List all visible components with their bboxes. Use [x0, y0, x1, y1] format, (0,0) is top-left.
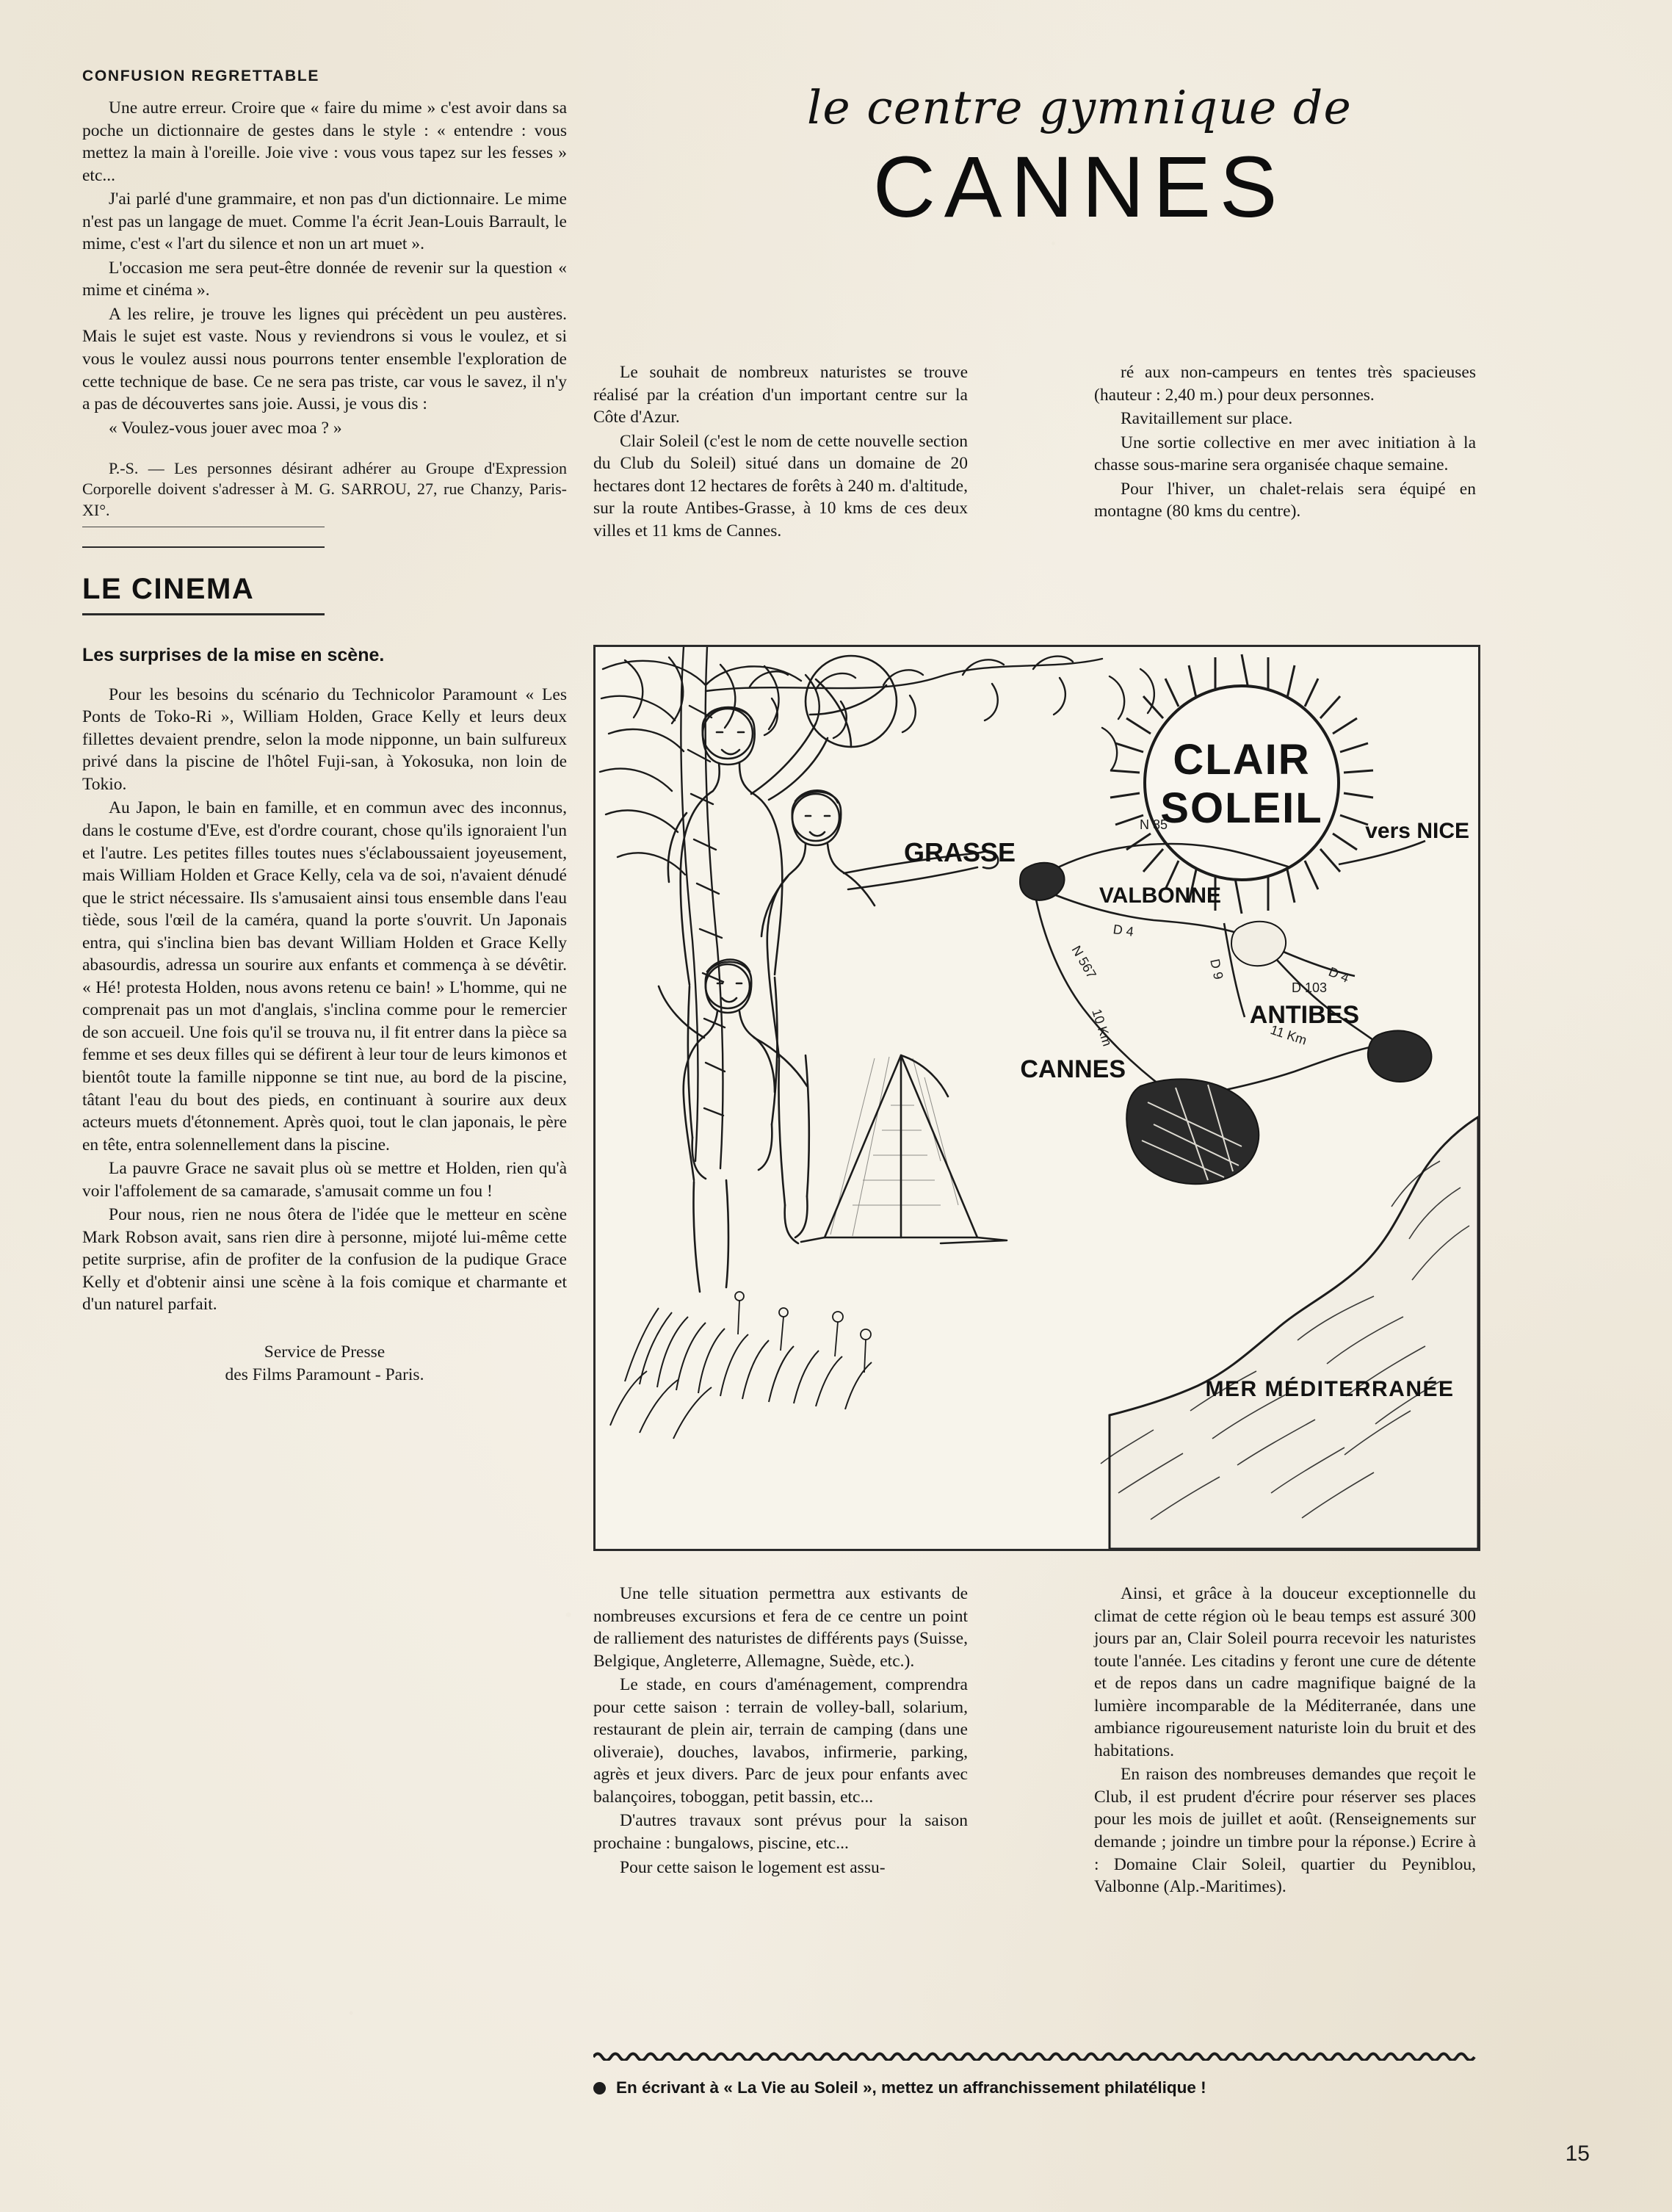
paragraph: Une sortie collective en mer avec initiation à la chasse sous-marine sera organisée chaque semaine.: [1094, 433, 1476, 475]
paragraph: ré aux non-campeurs en tentes très spacieuses (hauteur : 2,40 m.) pour deux personnes.: [1094, 363, 1476, 405]
article-column-middle-bottom: [593, 1583, 968, 1880]
article-masthead: [646, 81, 1513, 237]
postscript: P.-S. — Les personnes désirant adhérer au Groupe d'Expression Corporelle doivent s'adresser à M. G. SARROU, 27, rue Chanzy, Paris-XI°.: [82, 459, 567, 519]
road-d4b: D 4: [1326, 964, 1351, 986]
article-column-right-top: [1094, 361, 1476, 524]
distance-10km: 10 Km: [1089, 1007, 1115, 1048]
paragraph-quote: « Voulez-vous jouer avec moa ? »: [109, 418, 342, 438]
paragraph: Pour l'hiver, un chalet-relais sera équipé en montagne (80 kms du centre).: [1094, 479, 1476, 521]
left-column: [82, 68, 567, 1387]
label-antibes: ANTIBES: [1249, 1001, 1359, 1029]
signoff-line-1: Service de Presse: [264, 1342, 386, 1362]
bullet-icon: [593, 2082, 606, 2094]
signoff-line-2: des Films Paramount - Paris.: [225, 1365, 424, 1384]
masthead-script-line: le centre gymnique de: [806, 81, 1352, 134]
logo-line-1: CLAIR: [1173, 736, 1311, 784]
footer-note: [593, 2078, 1482, 2097]
kicker-heading: CONFUSION REGRETTABLE: [82, 68, 320, 84]
paragraph: L'occasion me sera peut-être donnée de revenir sur la question « mime et cinéma ».: [82, 258, 567, 300]
section-subhead: Les surprises de la mise en scène.: [82, 644, 385, 665]
distance-11km: 11 Km: [1268, 1022, 1309, 1048]
paragraph: La pauvre Grace ne savait plus où se mettre et Holden, rien qu'à voir l'affolement de sa camarade, s'amusait comme un fou !: [82, 1159, 567, 1201]
paragraph: Ravitaillement sur place.: [1121, 409, 1293, 429]
footer-note-text: En écrivant à « La Vie au Soleil », mettez un affranchissement philatélique !: [616, 2078, 1206, 2097]
paragraph: Pour cette saison le logement est assu-: [620, 1857, 886, 1877]
road-n567: N 567: [1068, 943, 1099, 981]
paragraph: Pour les besoins du scénario du Technicolor Paramount « Les Ponts de Toko-Ri », William Holden, Grace Kelly et leurs deux fillettes devaient prendre, selon la mode nipponne, un bain sulfureux privé dans la piscine de l'hôtel Fuji-san, à Yokosuka, non loin de Tokio.: [82, 684, 567, 794]
wavy-divider: [593, 2049, 1478, 2061]
label-grasse: GRASSE: [903, 837, 1016, 867]
logo-line-2: SOLEIL: [1160, 784, 1323, 832]
illustration-drawing: [596, 647, 1478, 1549]
paragraph: J'ai parlé d'une grammaire, et non pas d'un dictionnaire. Le mime n'est pas un langage de muet. Comme l'a écrit Jean-Louis Barrault, le mime, c'est « l'art du silence et non un art muet ».: [82, 189, 567, 254]
paragraph: Clair Soleil (c'est le nom de cette nouvelle section du Club du Soleil) situé dans un domaine de 20 hectares dont 12 hectares de forêts à 240 m. d'altitude, sur la route Antibes-Grasse, à 10 kms de ces deux villes et 11 kms de Cannes.: [593, 431, 968, 541]
label-sea: MER MÉDITERRANÉE: [1205, 1377, 1455, 1401]
road-d103: D 103: [1291, 980, 1328, 995]
page-number: 15: [1565, 2141, 1590, 2166]
paragraph: D'autres travaux sont prévus pour la saison prochaine : bungalows, piscine, etc...: [593, 1811, 968, 1854]
paragraph: Une autre erreur. Croire que « faire du mime » c'est avoir dans sa poche un dictionnaire de gestes dans le style : « entendre : vous mettez la main à l'oreille. Joie vive : vous vous tapez sur les fesses » etc...: [82, 98, 567, 185]
paragraph: Ainsi, et grâce à la douceur exceptionnelle du climat de cette région où le beau temps est assuré 300 jours par an, Clair Soleil pourra recevoir les naturistes toute l'année. Les citadins y feront une cure de détente et de repos dans un cadre magnifique baigné de la lumière incomparable de la Méditerranée, dans une ambiance rigoureusement naturiste loin du bruit et des habitations.: [1094, 1584, 1476, 1760]
paragraph: A les relire, je trouve les lignes qui précèdent un peu austères. Mais le sujet est vaste. Nous y reviendrons si vous le voulez, et si vous le voulez aussi nous pourrons tenter ensemble l'exploration de cette technique de base. Ce ne sera pas triste, car vous le savez, il n'y a pas de découvertes sans joie. Aussi, je vous dis :: [82, 304, 567, 414]
road-d4: D 4: [1112, 922, 1135, 939]
section-title-cinema: LE CINEMA: [82, 572, 255, 605]
article-column-middle-top: [593, 361, 968, 543]
page-title: CANNES: [872, 139, 1286, 236]
divider: [82, 546, 325, 548]
paragraph: En raison des nombreuses demandes que reçoit le Club, il est prudent d'écrire pour réserver ses places pour les mois de juillet et août. (Renseignements sur demande ; joindre un timbre pour la réponse.) Ecrire à : Domaine Clair Soleil, quartier du Peyniblou, Valbonne (Alp.-Maritimes).: [1094, 1765, 1476, 1897]
paragraph: Le stade, en cours d'aménagement, comprendra pour cette saison : terrain de volley-ball, solarium, restaurant de plein air, terrain de camping (dans une oliveraie), douches, lavabos, infirmerie, parking, agrès et jeux divers. Parc de jeux pour enfants avec balançoires, toboggan, petit bassin, etc...: [593, 1675, 968, 1807]
illustration-map: [593, 645, 1480, 1551]
label-cannes: CANNES: [1020, 1055, 1126, 1083]
paragraph: Pour nous, rien ne nous ôtera de l'idée que le metteur en scène Mark Robson avait, sans rien dire à personne, mijoté lui-même cette petite surprise, afin de profiter de la confusion de la pudique Grace Kelly et d'obtenir ainsi une scène à la fois comique et charmante et d'un naturel parfait.: [82, 1205, 567, 1315]
section-underline: [82, 613, 325, 615]
road-n85: N 85: [1139, 817, 1168, 832]
road-d9: D 9: [1207, 957, 1226, 981]
label-nice: vers NICE: [1365, 819, 1469, 843]
article-column-right-bottom: [1094, 1583, 1476, 1900]
signoff: [82, 1341, 567, 1387]
paragraph: Une telle situation permettra aux estivants de nombreuses excursions et fera de ce centre un point de ralliement des naturistes de différents pays (Suisse, Belgique, Angleterre, Allemagne, Suède, etc.).: [593, 1584, 968, 1671]
paragraph: Au Japon, le bain en famille, et en commun avec des inconnus, dans le costume d'Eve, est d'ordre courant, chose qu'ils ignoraient l'un et l'autre. Les petites filles toutes nues s'éclaboussaient joyeusement, mais William Holden et Grace Kelly, cela va de soi, n'avaient dénudé que le strict nécessaire. Ils s'amusaient ainsi tous ensemble dans l'eau tiède, sous l'œil de la caméra, quand la porte s'ouvrit. Un Japonais entra, qui s'inclina bien bas devant William Holden et Grace Kelly abasourdis, adressa un sourire aux enfants et commença à se dévêtir. « Hé! protesta Holden, nous avons retenu ce bain! » L'homme, qui ne comprenait pas un mot d'anglais, s'inclina comme pour le remercier de son accueil. Une fois qu'il se trouva nu, il fit entrer dans la pièce sa femme et ses deux filles qui se défirent à leur tour de leurs kimonos et bientôt toute la famille nipponne se tint nue, au bord de la piscine, tâtant l'eau du bout des pieds, en continuant à sourire aux deux acteurs muets d'étonnement. Après quoi, tout le clan japonais, le père en tête, entra solennellement dans la piscine.: [82, 798, 567, 1154]
paragraph: Le souhait de nombreux naturistes se trouve réalisé par la création d'un important centre sur la Côte d'Azur.: [593, 363, 968, 427]
label-valbonne: VALBONNE: [1099, 883, 1221, 908]
